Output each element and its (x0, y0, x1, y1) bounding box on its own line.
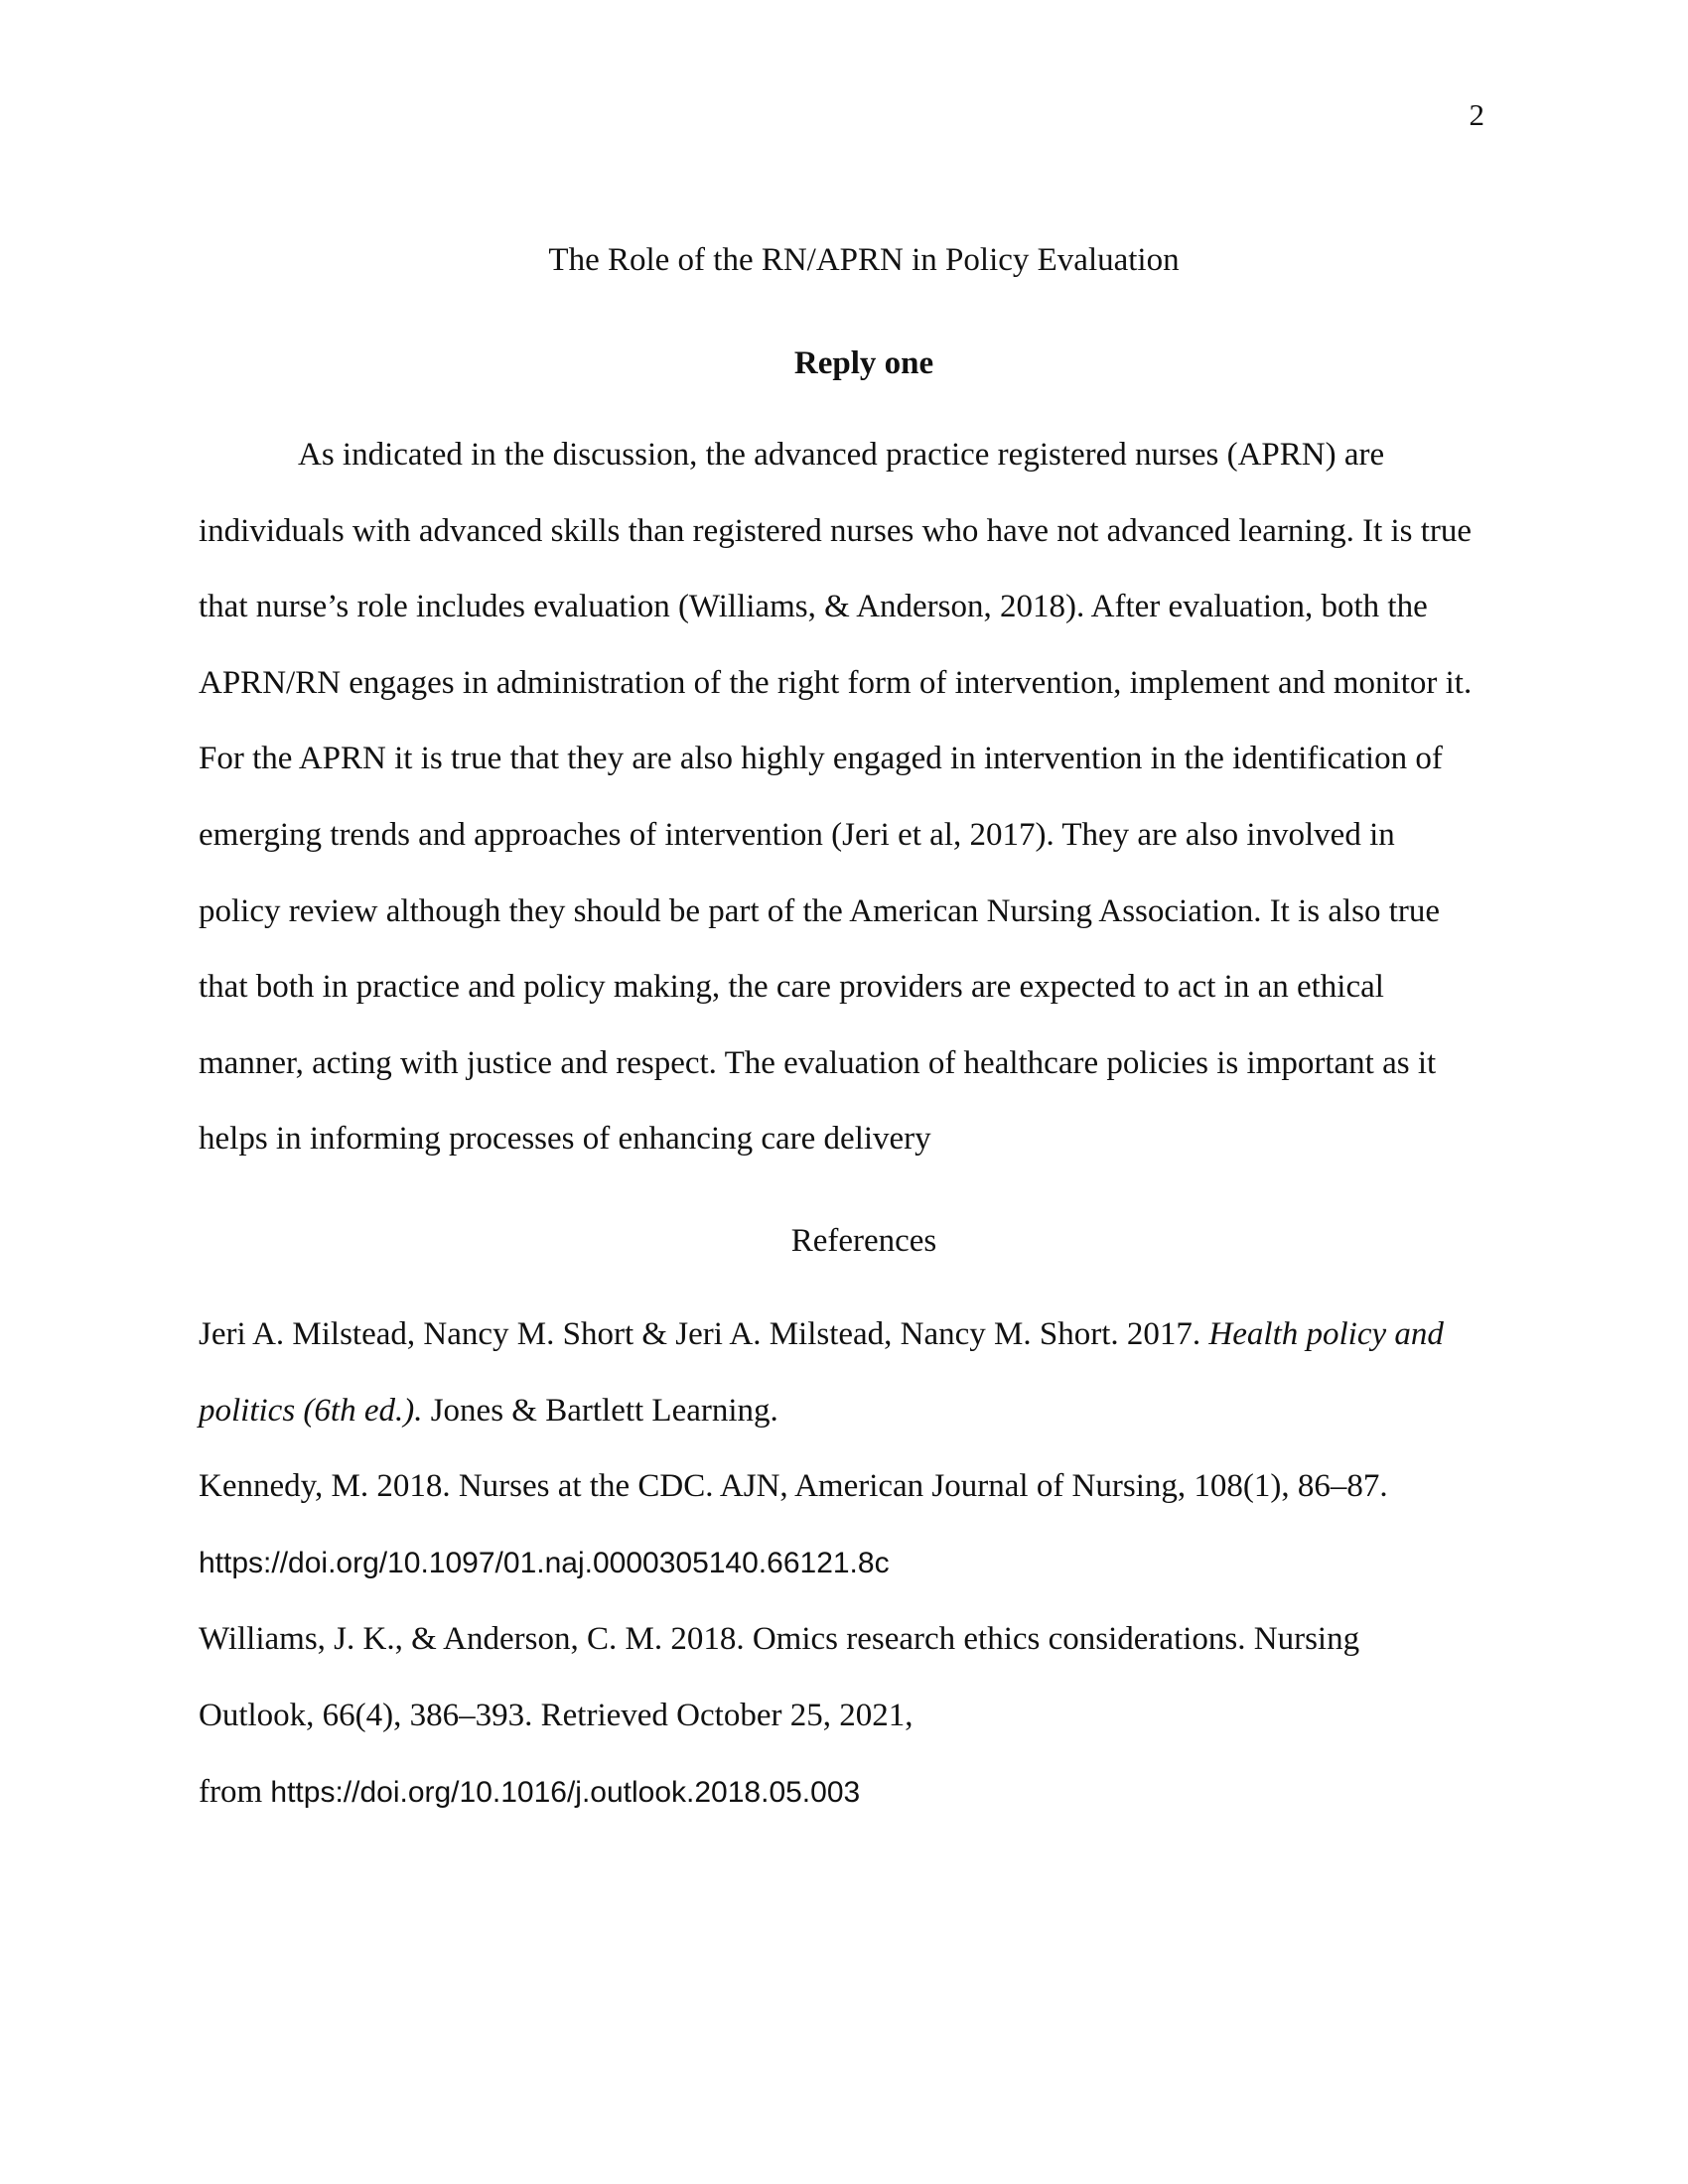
section-heading: Reply one (793, 345, 934, 381)
body-line: policy review although they should be part of the American Nursing Association. It is also true (199, 892, 1441, 929)
references-list (199, 1297, 1489, 1831)
page-number: 2 (1469, 97, 1484, 132)
body-line: emerging trends and approaches of intervention (Jeri et al, 2017). They are also involved in (199, 816, 1395, 853)
reference-text: Jeri A. Milstead, Nancy M. Short & Jeri A. Milstead, Nancy M. Short. 2017. (199, 1315, 1209, 1352)
reference-entry-kennedy-url[interactable] (199, 1525, 1489, 1602)
body-line: helps in informing processes of enhancing care delivery (199, 1121, 931, 1158)
reference-title-italic: Health policy and (1208, 1315, 1444, 1352)
reference-entry-williams-url (199, 1754, 1489, 1832)
document-title: The Role of the RN/APRN in Policy Evaluation (548, 242, 1180, 278)
reference-entry-kennedy: Kennedy, M. 2018. Nurses at the CDC. AJN, American Journal of Nursing, 108(1), 86–87. (199, 1468, 1388, 1505)
document-content (199, 240, 1489, 1831)
reference-entry-milstead (199, 1297, 1489, 1373)
body-line: APRN/RN engages in administration of the right form of intervention, implement and monitor it. (199, 664, 1473, 701)
body-line: For the APRN it is true that they are also highly engaged in intervention in the identification of (199, 741, 1443, 777)
body-paragraph (199, 417, 1489, 1177)
reference-entry-milstead-cont (199, 1373, 1489, 1449)
reference-title-italic: politics (6th ed.). (199, 1392, 423, 1429)
reference-text: Jones & Bartlett Learning. (422, 1392, 778, 1429)
body-line: As indicated in the discussion, the advanced practice registered nurses (APRN) are (298, 437, 1385, 473)
reference-entry-williams: Williams, J. K., & Anderson, C. M. 2018. Omics research ethics considerations. Nursing (199, 1621, 1360, 1658)
body-line: individuals with advanced skills than registered nurses who have not advanced learning. It is true (199, 512, 1473, 549)
reference-link[interactable]: https://doi.org/10.1097/01.naj.0000305140.66121.8c (199, 1546, 890, 1579)
reference-entry-williams-cont: Outlook, 66(4), 386–393. Retrieved October 25, 2021, (199, 1697, 914, 1733)
reference-link[interactable]: https://doi.org/10.1016/j.outlook.2018.05.003 (270, 1775, 861, 1809)
body-line: manner, acting with justice and respect. The evaluation of healthcare policies is important as it (199, 1044, 1437, 1081)
body-line: that both in practice and policy making, the care providers are expected to act in an ethical (199, 969, 1384, 1006)
references-heading: References (790, 1222, 937, 1259)
body-line: that nurse’s role includes evaluation (Williams, & Anderson, 2018). After evaluation, both the (199, 589, 1428, 625)
reference-text: from (199, 1773, 271, 1810)
